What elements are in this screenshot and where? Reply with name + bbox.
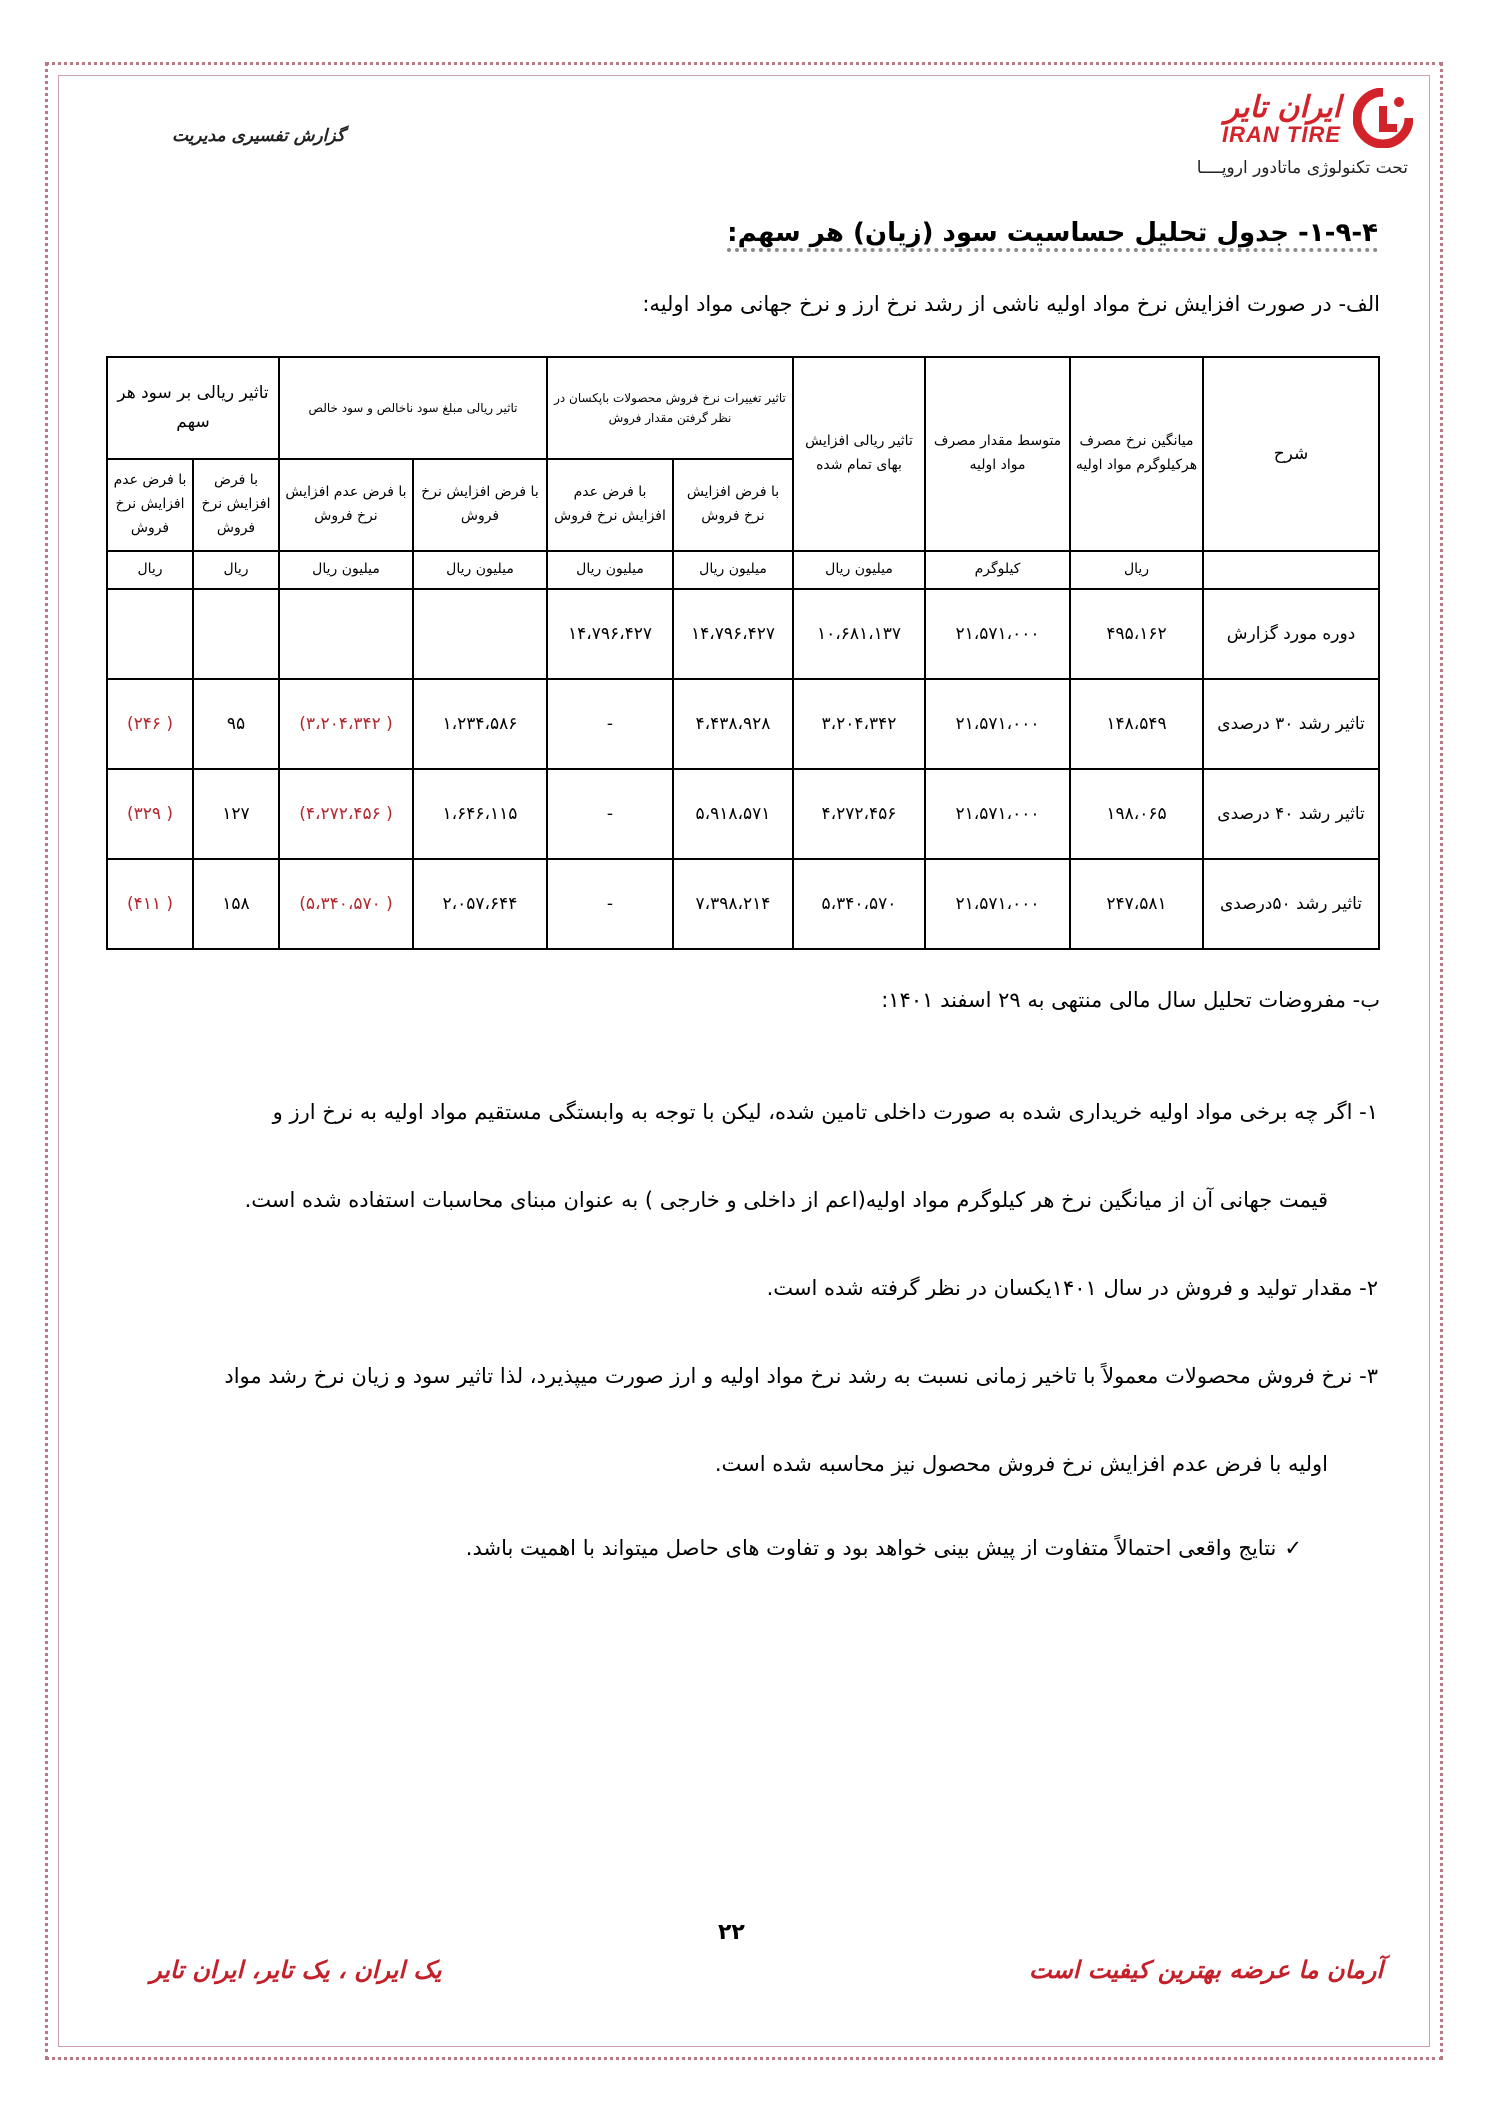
cell-avg-qty: ۲۱،۵۷۱،۰۰۰: [925, 679, 1070, 769]
cell-eps-without: [107, 589, 193, 679]
assumption-item-2: ۲- مقدار تولید و فروش در سال ۱۴۰۱یکسان در نظر گرفته شده است.: [766, 1276, 1378, 1300]
cell-avg-qty: ۲۱،۵۷۱،۰۰۰: [925, 859, 1070, 949]
cell-sales-with: ۱۴،۷۹۶،۴۲۷: [673, 589, 793, 679]
cell-sales-without: -: [547, 769, 673, 859]
unit-rial: ریال: [193, 551, 279, 589]
sensitivity-table: [106, 356, 1380, 950]
row-label: تاثیر رشد ۵۰درصدی: [1203, 859, 1379, 949]
assumption-item-1a: ۱- اگر چه برخی مواد اولیه خریداری شده به صورت داخلی تامین شده، لیکن با توجه به وابستگی مستقیم مواد اولیه به نرخ ارز و: [272, 1100, 1378, 1124]
note-text: نتایج واقعی احتمالاً متفاوت از پیش بینی خواهد بود و تفاوت های حاصل میتواند با اهمیت باشد.: [465, 1536, 1277, 1560]
row-label: تاثیر رشد ۳۰ درصدی: [1203, 679, 1379, 769]
table-row: [107, 679, 1379, 769]
header-sales-without: با فرض عدم افزایش نرخ فروش: [547, 459, 673, 551]
cell-avg-rate: ۴۹۵،۱۶۲: [1070, 589, 1203, 679]
cell-avg-qty: ۲۱،۵۷۱،۰۰۰: [925, 589, 1070, 679]
table-row: [107, 859, 1379, 949]
header-cost-effect: تاثیر ریالی افزایش بهای تمام شده: [793, 357, 925, 551]
document-title: گزارش تفسیری مدیریت: [172, 126, 345, 146]
cell-cost: ۳،۲۰۴،۳۴۲: [793, 679, 925, 769]
cell-cost: ۵،۳۴۰،۵۷۰: [793, 859, 925, 949]
header-gross-without: با فرض عدم افزایش نرخ فروش: [279, 459, 413, 551]
row-label: تاثیر رشد ۴۰ درصدی: [1203, 769, 1379, 859]
header-sales-with: با فرض افزایش نرخ فروش: [673, 459, 793, 551]
logo-subtitle: تحت تکنولوژی ماتادور اروپــــا: [1196, 158, 1408, 178]
row-label: دوره مورد گزارش: [1203, 589, 1379, 679]
cell-eps-with: ۱۲۷: [193, 769, 279, 859]
footer-slogan-right: آرمان ما عرضه بهترین کیفیت است: [1029, 1956, 1383, 1984]
section-intro: الف- در صورت افزایش نرخ مواد اولیه ناشی از رشد نرخ ارز و نرخ جهانی مواد اولیه:: [642, 292, 1380, 316]
logo-persian-text: ایران تایر: [1224, 90, 1341, 125]
checkmark-icon: ✓: [1284, 1536, 1302, 1560]
cell-gross-without: ( ۵،۳۴۰،۵۷۰): [279, 859, 413, 949]
cell-gross-with: ۱،۶۴۶،۱۱۵: [413, 769, 547, 859]
header-eps-without: با فرض عدم افزایش نرخ فروش: [107, 459, 193, 551]
assumption-item-1b: قیمت جهانی آن از میانگین نرخ هر کیلوگرم مواد اولیه(اعم از داخلی و خارجی ) به عنوان مبنای محاسبات استفاده شده است.: [244, 1188, 1328, 1212]
unit-mrial: میلیون ریال: [413, 551, 547, 589]
cell-avg-rate: ۱۴۸،۵۴۹: [1070, 679, 1203, 769]
company-logo: [1163, 88, 1413, 148]
cell-eps-with: ۱۵۸: [193, 859, 279, 949]
unit-mrial: میلیون ریال: [279, 551, 413, 589]
cell-cost: ۴،۲۷۲،۴۵۶: [793, 769, 925, 859]
footer-slogan-left: یک ایران ، یک تایر، ایران تایر: [150, 1956, 442, 1984]
unit-rial: ریال: [107, 551, 193, 589]
header-eps-with: با فرض افزایش نرخ فروش: [193, 459, 279, 551]
cell-sales-without: ۱۴،۷۹۶،۴۲۷: [547, 589, 673, 679]
assumption-item-3b: اولیه با فرض عدم افزایش نرخ فروش محصول نیز محاسبه شده است.: [714, 1452, 1328, 1476]
iran-tire-logo-icon: [1353, 88, 1413, 148]
cell-gross-with: ۲،۰۵۷،۶۴۴: [413, 859, 547, 949]
header-sharh: شرح: [1203, 357, 1379, 551]
logo-english-text: IRAN TIRE: [1222, 122, 1341, 147]
cell-eps-with: ۹۵: [193, 679, 279, 769]
table-row: [107, 589, 1379, 679]
cell-eps-with: [193, 589, 279, 679]
assumptions-title: ب- مفروضات تحلیل سال مالی منتهی به ۲۹ اسفند ۱۴۰۱:: [881, 988, 1380, 1012]
cell-sales-without: -: [547, 859, 673, 949]
cell-gross-without: [279, 589, 413, 679]
header-avg-rate: میانگین نرخ مصرف هرکیلوگرم مواد اولیه: [1070, 357, 1203, 551]
page-number: ۲۲: [718, 1920, 745, 1945]
cell-avg-rate: ۲۴۷،۵۸۱: [1070, 859, 1203, 949]
cell-avg-rate: ۱۹۸،۰۶۵: [1070, 769, 1203, 859]
unit-mrial: میلیون ریال: [793, 551, 925, 589]
cell-sales-with: ۴،۴۳۸،۹۲۸: [673, 679, 793, 769]
section-heading: ۱-۹-۴- جدول تحلیل حساسیت سود (زیان) هر سهم:: [727, 218, 1378, 248]
cell-gross-with: [413, 589, 547, 679]
header-gross-group: تاثیر ریالی مبلغ سود ناخالص و سود خالص: [279, 357, 547, 459]
cell-gross-with: ۱،۲۳۴،۵۸۶: [413, 679, 547, 769]
header-eps-group: تاثیر ریالی بر سود هر سهم: [107, 357, 279, 459]
cell-cost: ۱۰،۶۸۱،۱۳۷: [793, 589, 925, 679]
header-sales-group: تاثیر تغییرات نرخ فروش محصولات باپکسان در نظر گرفتن مقدار فروش: [547, 357, 793, 459]
unit-rial: ریال: [1070, 551, 1203, 589]
cell-gross-without: ( ۳،۲۰۴،۳۴۲): [279, 679, 413, 769]
cell-eps-without: ( ۳۲۹): [107, 769, 193, 859]
cell-sales-with: ۷،۳۹۸،۲۱۴: [673, 859, 793, 949]
header-gross-with: با فرض افزایش نرخ فروش: [413, 459, 547, 551]
cell-sales-with: ۵،۹۱۸،۵۷۱: [673, 769, 793, 859]
unit-mrial: میلیون ریال: [673, 551, 793, 589]
cell-eps-without: ( ۴۱۱): [107, 859, 193, 949]
cell-avg-qty: ۲۱،۵۷۱،۰۰۰: [925, 769, 1070, 859]
table-row: [107, 769, 1379, 859]
header-avg-qty: متوسط مقدار مصرف مواد اولیه: [925, 357, 1070, 551]
cell-gross-without: ( ۴،۲۷۲،۴۵۶): [279, 769, 413, 859]
unit-kg: کیلوگرم: [925, 551, 1070, 589]
cell-eps-without: ( ۲۴۶): [107, 679, 193, 769]
note-line: [466, 1536, 1302, 1560]
assumption-item-3a: ۳- نرخ فروش محصولات معمولاً با تاخیر زمانی نسبت به رشد نرخ مواد اولیه و ارز صورت میپذیرد، لذا تاثیر سود و زیان نرخ رشد مواد: [224, 1364, 1378, 1388]
unit-mrial: میلیون ریال: [547, 551, 673, 589]
unit-empty: [1203, 551, 1379, 589]
cell-sales-without: -: [547, 679, 673, 769]
